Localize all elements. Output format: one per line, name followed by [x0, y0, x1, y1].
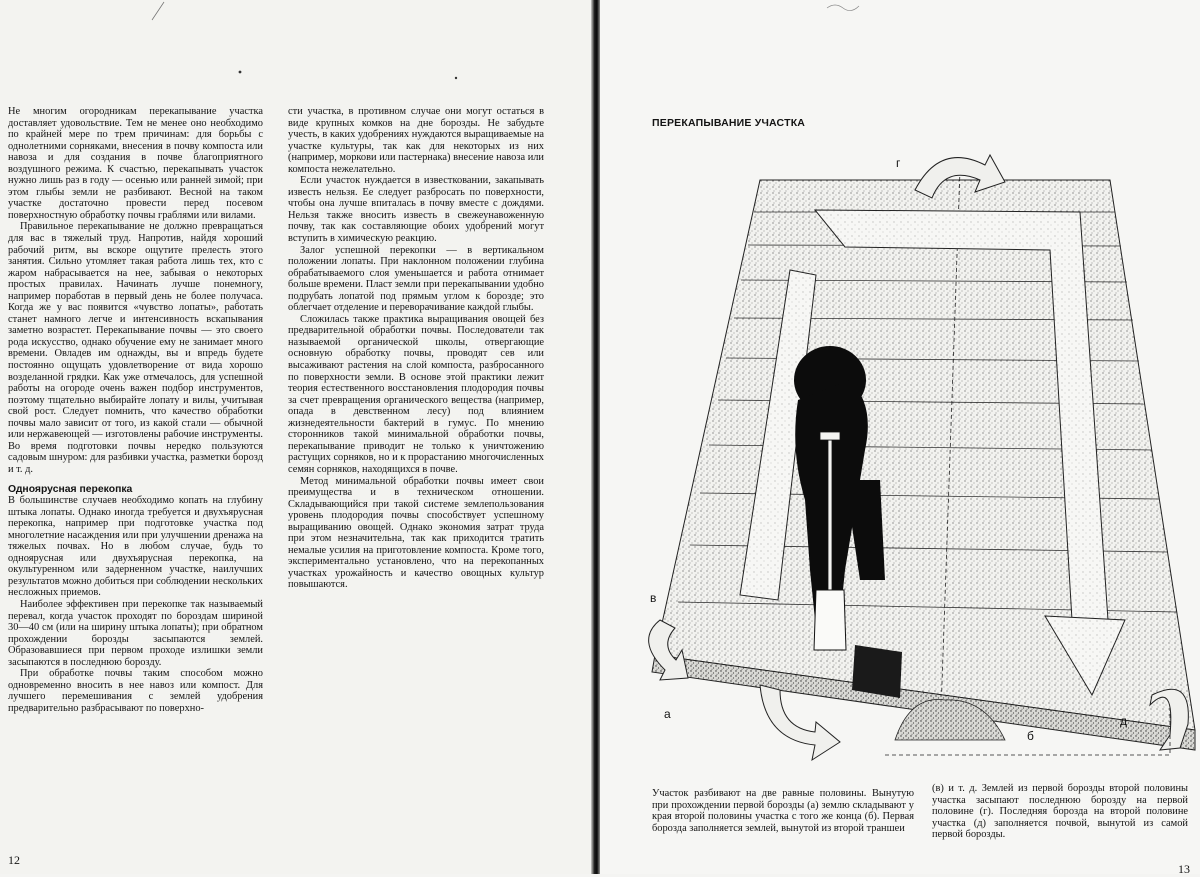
- paragraph: Не многим огородникам перекапывание участка доставляет удовольствие. Тем не менее оно необходимо по крайней мере по трем причинам: для борьбы с однолетними сорняками, внесения в почву компоста или навоза и для создания в почве благоприятного воздушного режима. К счастью, перекапывать участок нужно лишь раз в году — осенью или ранней зимой; при этом глыбы земли не разбивают. Весной на таком участке достаточно провести перед посевом поверхностную обработку почвы граблями или вилами.: [8, 106, 263, 221]
- paragraph: сти участка, в противном случае они могут остаться в виде крупных комков на дне борозды. Не забудьте учесть, в каких удобрениях нуждаются выращиваемые на участке культуры, так как для некоторых из них (например, моркови или пастернака) внесение навоза или компоста нежелательно.: [288, 106, 544, 175]
- label-g: г: [896, 156, 901, 170]
- paragraph: Метод минимальной обработки почвы имеет свои преимущества и в техническом отношении. Складывающийся при такой системе землепользования уровень плодородия почвы способствует успешному выращиванию овощей. Однако экономия затрат труда при этом незначительна, так как приходится тратить немалые усилия на приготовление компоста. Кроме того, экспериментально установлено, что на перекопанных участках урожайность и качество овощных культур повышаются.: [288, 475, 544, 591]
- page-number-left: 12: [8, 853, 20, 867]
- text-column-1: [8, 106, 263, 714]
- text-column-2: [288, 106, 544, 591]
- paragraph: При обработке почвы таким способом можно одновременно вносить в нее навоз или компост. Для лучшего перемешивания с землей удобрения предварительно разбрасывают по поверхно-: [8, 668, 263, 714]
- paragraph: Залог успешной перекопки — в вертикальном положении лопаты. При наклонном положении глубина обрабатываемого слоя уменьшается и работа отнимает больше времени. Пласт земли при перекапывании удобно подрубать лопатой под прямым углом к борозде; это облегчает отделение и переворачивание каждой глыбы.: [288, 244, 544, 314]
- section-heading: Одноярусная перекопка: [8, 483, 133, 495]
- label-v: в: [650, 591, 657, 605]
- label-a: а: [664, 707, 671, 721]
- paragraph: Если участок нуждается в известковании, закапывать известь нельзя. Ее следует разбросать по поверхности, чтобы она лучше впиталась в почву вместе с дождями. Нельзя также вносить известь в свежеунавоженную почву, так как составляющие обоих удобрений могут вступить в химическую реакцию.: [288, 175, 544, 245]
- caption-left: Участок разбивают на две равные половины. Вынутую при прохождении первой борозды (а) землю складывают у края второй половины участка с того же конца (б). Первая борозда заполняется землей, вынутой из второй траншеи: [652, 788, 914, 834]
- dust-specks: [236, 66, 466, 86]
- left-page: [0, 0, 592, 874]
- pencil-mark: [150, 0, 180, 22]
- digging-diagram: [640, 150, 1200, 775]
- paragraph: Правильное перекапывание не должно превращаться для вас в тяжелый труд. Напротив, найдя хороший рабочий ритм, вы вскоре ощутите прелесть этого занятия. Сильно утомляет такая работа лишь тех, кто с жаром набрасывается на нее, забывая о некоторых простых правилах. Начинать лучше понемногу, например поработав в первый день не более получаса. Когда же у вас появится «чувство лопаты», работать станет намного легче и интенсивность вскапывания заметно возрастет. Перекапывание почвы — это своего рода искусство, однако обучение ему не занимает много времени. Овладев им однажды, вы и впредь будете постоянно ощущать удовлетворение от вида хорошо возделанной грядки. Как уже отмечалось, для успешной работы на огороде очень важен подбор инструментов, поэтому тщательно выбирайте лопату и вилы, учитывая свой рост. Следует помнить, что качество обработки почвы мало зависит от того, из какой стали — обычной или нержавеющей — изготовлены рабочие инструменты. Во время подготовки почвы нередко пользуются садовым шнуром: для разбивки участка, разметки борозд и т. д.: [8, 221, 263, 475]
- page-number-right: 13: [1178, 862, 1190, 876]
- illustration-title: ПЕРЕКАПЫВАНИЕ УЧАСТКА: [652, 117, 806, 129]
- paragraph: В большинстве случаев необходимо копать на глубину штыка лопаты. Однако иногда требуется и двухъярусная перекопка, например при подготовке участка под многолетние насаждения или при улучшении дренажа на тяжелых почвах. Но в любом случае, будь то одноярусная или двухъярусная перекопка, на окультуренном или задерненном участке, наилучших результатов можно добиться при соблюдении нескольких несложных приемов.: [8, 495, 263, 599]
- pencil-mark: [825, 0, 865, 14]
- label-b: б: [1027, 729, 1034, 743]
- paragraph: Сложилась также практика выращивания овощей без предварительной обработки почвы. Последователи так называемой органической школы, отвергающие основную обработку почвы, проводят сев или высаживают растения на слой компоста, разбросанного по поверхности земли. В основе этой практики лежит теория естественного восстановления плодородия почвы за счет превращения органического вещества (например, опада в девственном лесу) под влиянием жизнедеятельности бактерий в гумус. По мнению сторонников такой минимальной обработки почвы, перекапывание приводит не только к уничтожению растущих сорняков, но и к прорастанию многочисленных семян сорняков, находящихся в почве.: [288, 313, 544, 475]
- label-d: д: [1120, 714, 1128, 728]
- paragraph: Наиболее эффективен при перекопке так называемый перевал, когда участок проходят по бороздам шириной 30—40 см (или на ширину штыка лопаты); при обратном прохождении борозды засыпаются землей. Образовавшиеся при первом проходе излишки земли засыпаются в последнюю борозду.: [8, 598, 263, 668]
- caption-right: (в) и т. д. Землей из первой борозды второй половины участка засыпают последнюю борозду на первой половине (г). Последняя борозда на второй половине участка (д) заполняется почвой, вынутой из самой первой борозды.: [932, 783, 1188, 841]
